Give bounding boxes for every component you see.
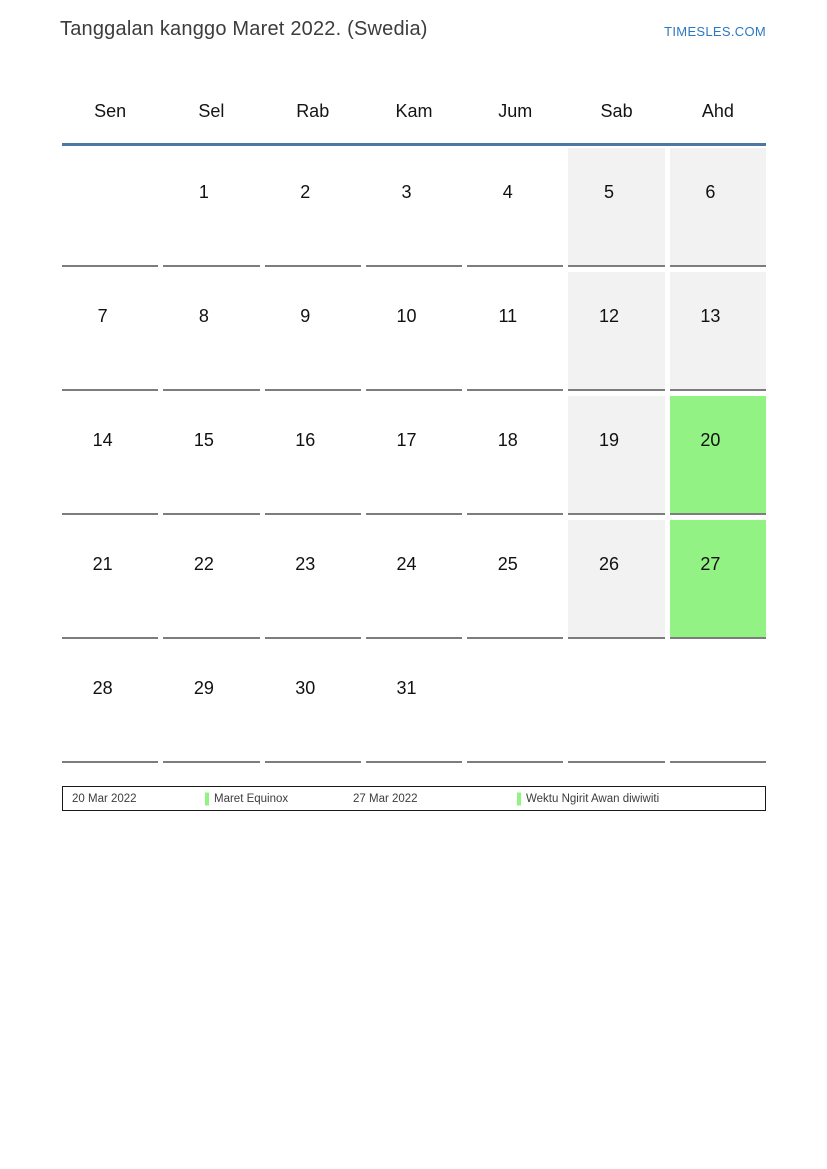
calendar-day-cell: [163, 520, 259, 639]
day-number: 26: [599, 554, 620, 574]
calendar-day-cell: [467, 148, 563, 267]
day-number: 28: [92, 678, 113, 698]
legend-date-1: 20 Mar 2022: [72, 792, 137, 805]
day-number: 31: [396, 678, 417, 698]
day-number: 15: [193, 430, 214, 450]
calendar-day-cell: [163, 272, 259, 391]
weekday-header-kam: Kam: [395, 101, 433, 121]
calendar-day-cell: [467, 396, 563, 515]
weekday-header-rab: Rab: [296, 101, 330, 121]
weekday-header-ahd: Ahd: [701, 101, 734, 121]
day-number: 16: [295, 430, 316, 450]
calendar-day-cell: [366, 396, 462, 515]
calendar-day-cell: [568, 148, 664, 267]
day-number: 6: [705, 182, 716, 202]
calendar-day-cell: [265, 644, 361, 763]
calendar-day-cell: [62, 644, 158, 763]
day-number: 2: [300, 182, 311, 202]
day-number: 17: [396, 430, 417, 450]
legend-bar: [62, 786, 766, 811]
calendar-day-cell: [265, 520, 361, 639]
calendar-day-cell: [265, 272, 361, 391]
day-number: [568, 644, 649, 678]
weekday-header-jum: Jum: [498, 101, 533, 121]
calendar-day-cell: [163, 396, 259, 515]
calendar-day-cell: [62, 148, 158, 267]
day-number: [670, 644, 751, 678]
calendar-day-cell: [670, 148, 766, 267]
day-number: 9: [300, 306, 311, 326]
weekday-header-sen: Sen: [94, 101, 127, 121]
day-number: 1: [198, 182, 209, 202]
calendar-day-cell: [670, 644, 766, 763]
day-number: 21: [92, 554, 113, 574]
month-calendar: [62, 80, 766, 763]
day-number: 23: [295, 554, 316, 574]
calendar-day-cell: [568, 396, 664, 515]
calendar-day-cell: [467, 520, 563, 639]
day-number: 18: [497, 430, 518, 450]
day-number: 7: [97, 306, 108, 326]
day-number: 30: [295, 678, 316, 698]
day-number: 10: [396, 306, 417, 326]
day-number: 8: [198, 306, 209, 326]
calendar-day-cell: [62, 396, 158, 515]
calendar-day-cell: [265, 396, 361, 515]
calendar-day-cell: [163, 644, 259, 763]
calendar-day-cell: [568, 520, 664, 639]
day-number: 22: [193, 554, 214, 574]
calendar-day-cell: [467, 644, 563, 763]
day-number: 27: [700, 554, 721, 574]
day-number: 19: [599, 430, 620, 450]
green-marker-icon: [205, 792, 209, 805]
calendar-day-cell: [366, 520, 462, 639]
calendar-day-cell: [62, 272, 158, 391]
calendar-day-cell: [568, 272, 664, 391]
legend-label-2: Wektu Ngirit Awan diwiwiti: [526, 792, 660, 805]
day-number: 29: [193, 678, 214, 698]
day-number: 4: [502, 182, 513, 202]
header-divider-rule: [62, 143, 766, 146]
weekday-header-sel: Sel: [198, 101, 225, 121]
day-number: 14: [92, 430, 113, 450]
legend-date-2: 27 Mar 2022: [353, 792, 418, 805]
day-number: [467, 644, 548, 678]
calendar-day-cell: [366, 644, 462, 763]
day-number: 20: [700, 430, 721, 450]
calendar-day-cell: [62, 520, 158, 639]
day-number: 3: [401, 182, 412, 202]
day-number: [62, 148, 143, 182]
day-number: 25: [497, 554, 518, 574]
calendar-day-cell: [366, 272, 462, 391]
calendar-day-cell: [670, 272, 766, 391]
calendar-day-cell: [366, 148, 462, 267]
day-number: 12: [599, 306, 620, 326]
calendar-day-cell: [568, 644, 664, 763]
calendar-day-cell: [467, 272, 563, 391]
day-number: 13: [700, 306, 721, 326]
weekday-header-row: [62, 80, 766, 143]
calendar-day-cell: [265, 148, 361, 267]
green-marker-icon: [517, 792, 521, 805]
page-title: Tanggalan kanggo Maret 2022. (Swedia): [60, 18, 428, 40]
site-link[interactable]: TIMESLES.COM: [664, 24, 766, 39]
calendar-grid: [62, 148, 766, 763]
day-number: 24: [396, 554, 417, 574]
weekday-header-sab: Sab: [600, 101, 633, 121]
day-number: 5: [604, 182, 615, 202]
calendar-day-cell-highlighted: [670, 520, 766, 639]
calendar-day-cell-highlighted: [670, 396, 766, 515]
day-number: 11: [498, 306, 518, 326]
legend-label-1: Maret Equinox: [214, 792, 289, 805]
calendar-day-cell: [163, 148, 259, 267]
